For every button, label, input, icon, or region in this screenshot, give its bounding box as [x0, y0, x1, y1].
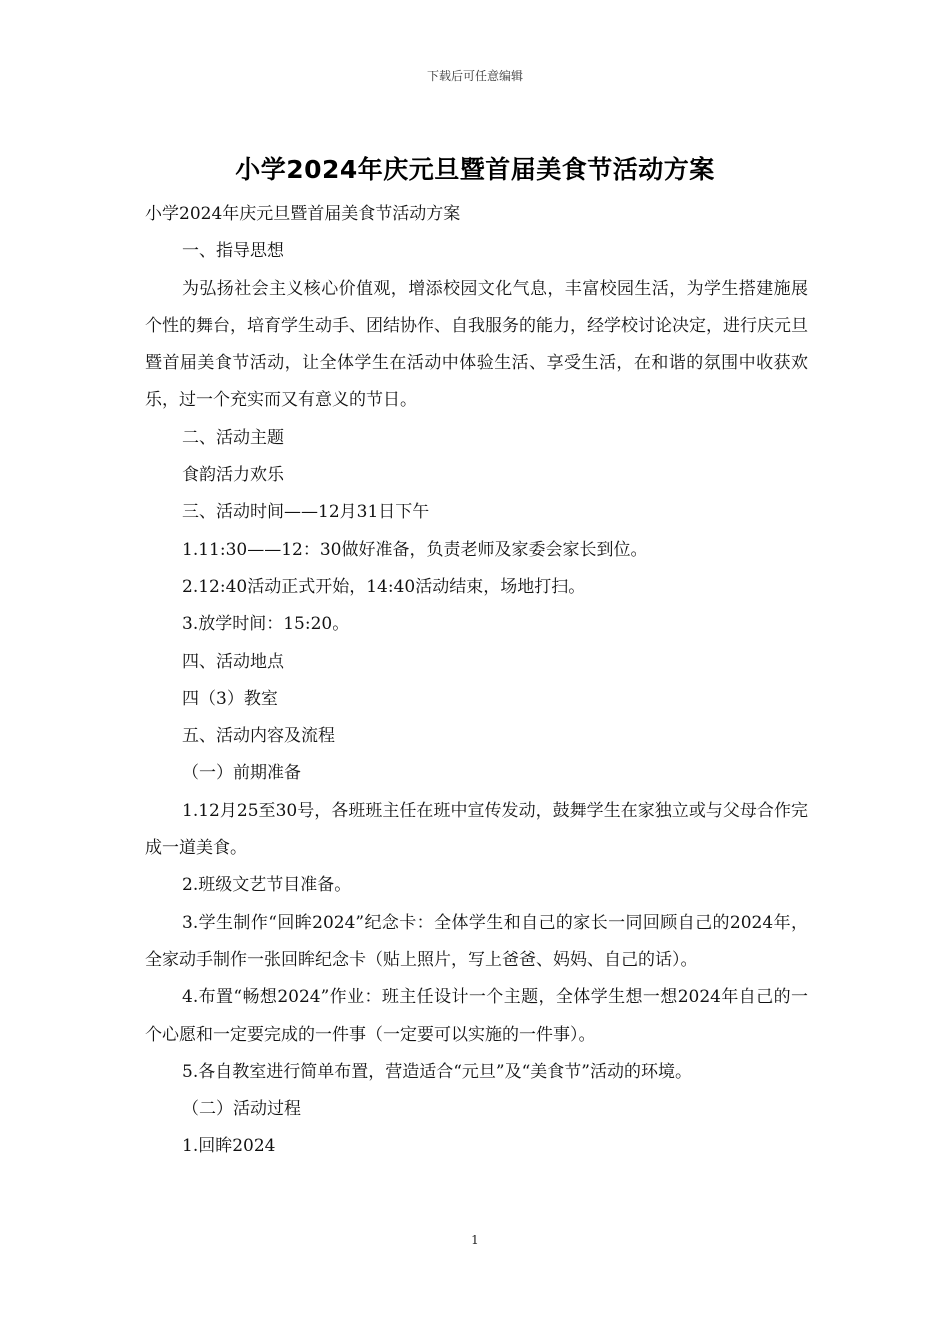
document-title: 小学2024年庆元旦暨首届美食节活动方案	[235, 155, 715, 184]
paragraph: 2.12:40活动正式开始，14:40活动结束，场地打扫。	[182, 576, 586, 597]
page-number: 1	[471, 1233, 479, 1247]
paragraph: 2.班级文艺节目准备。	[182, 875, 352, 896]
paragraph: 3.放学时间：15:20。	[182, 614, 350, 635]
paragraph: 小学2024年庆元旦暨首届美食节活动方案	[145, 204, 461, 224]
paragraph: 5.各自教室进行简单布置，营造适合“元旦”及“美食节”活动的环境。	[182, 1061, 692, 1082]
paragraph: 二、活动主题	[182, 427, 284, 448]
paragraph: 一、指导思想	[182, 241, 284, 262]
paragraph: 1.11:30——12：30做好准备，负责老师及家委会家长到位。	[182, 539, 648, 560]
paragraph: 四（3）教室	[182, 688, 278, 709]
paragraph: 食韵活力欢乐	[182, 465, 284, 486]
document-body	[145, 196, 808, 1166]
paragraph: （二）活动过程	[182, 1099, 301, 1120]
paragraph: 4.布置“畅想2024”作业：班主任设计一个主题，全体学生想一想2024年自己的一个心愿和一定要完成的一件事（一定要可以实施的一件事）。	[145, 987, 808, 1045]
paragraph: 四、活动地点	[182, 651, 284, 672]
paragraph: 3.学生制作“回眸2024”纪念卡：全体学生和自己的家长一同回顾自己的2024年，全家动手制作一张回眸纪念卡（贴上照片，写上爸爸、妈妈、自己的话）。	[145, 912, 808, 970]
page-header: 下载后可任意编辑	[426, 69, 523, 83]
paragraph: 三、活动时间——12月31日下午	[182, 502, 430, 523]
paragraph: 为弘扬社会主义核心价值观，增添校园文化气息，丰富校园生活，为学生搭建施展个性的舞台，培育学生动手、团结协作、自我服务的能力，经学校讨论决定，进行庆元旦暨首届美食节活动，让全体学生在活动中体验生活、享受生活，在和谐的氛围中收获欢乐，过一个充实而又有意义的节日。	[145, 278, 808, 411]
paragraph: 1.回眸2024	[182, 1136, 276, 1157]
paragraph: 五、活动内容及流程	[182, 726, 335, 747]
paragraph: 1.12月25至30号，各班班主任在班中宣传发动，鼓舞学生在家独立或与父母合作完成一道美食。	[145, 800, 808, 859]
paragraph: （一）前期准备	[182, 763, 301, 784]
